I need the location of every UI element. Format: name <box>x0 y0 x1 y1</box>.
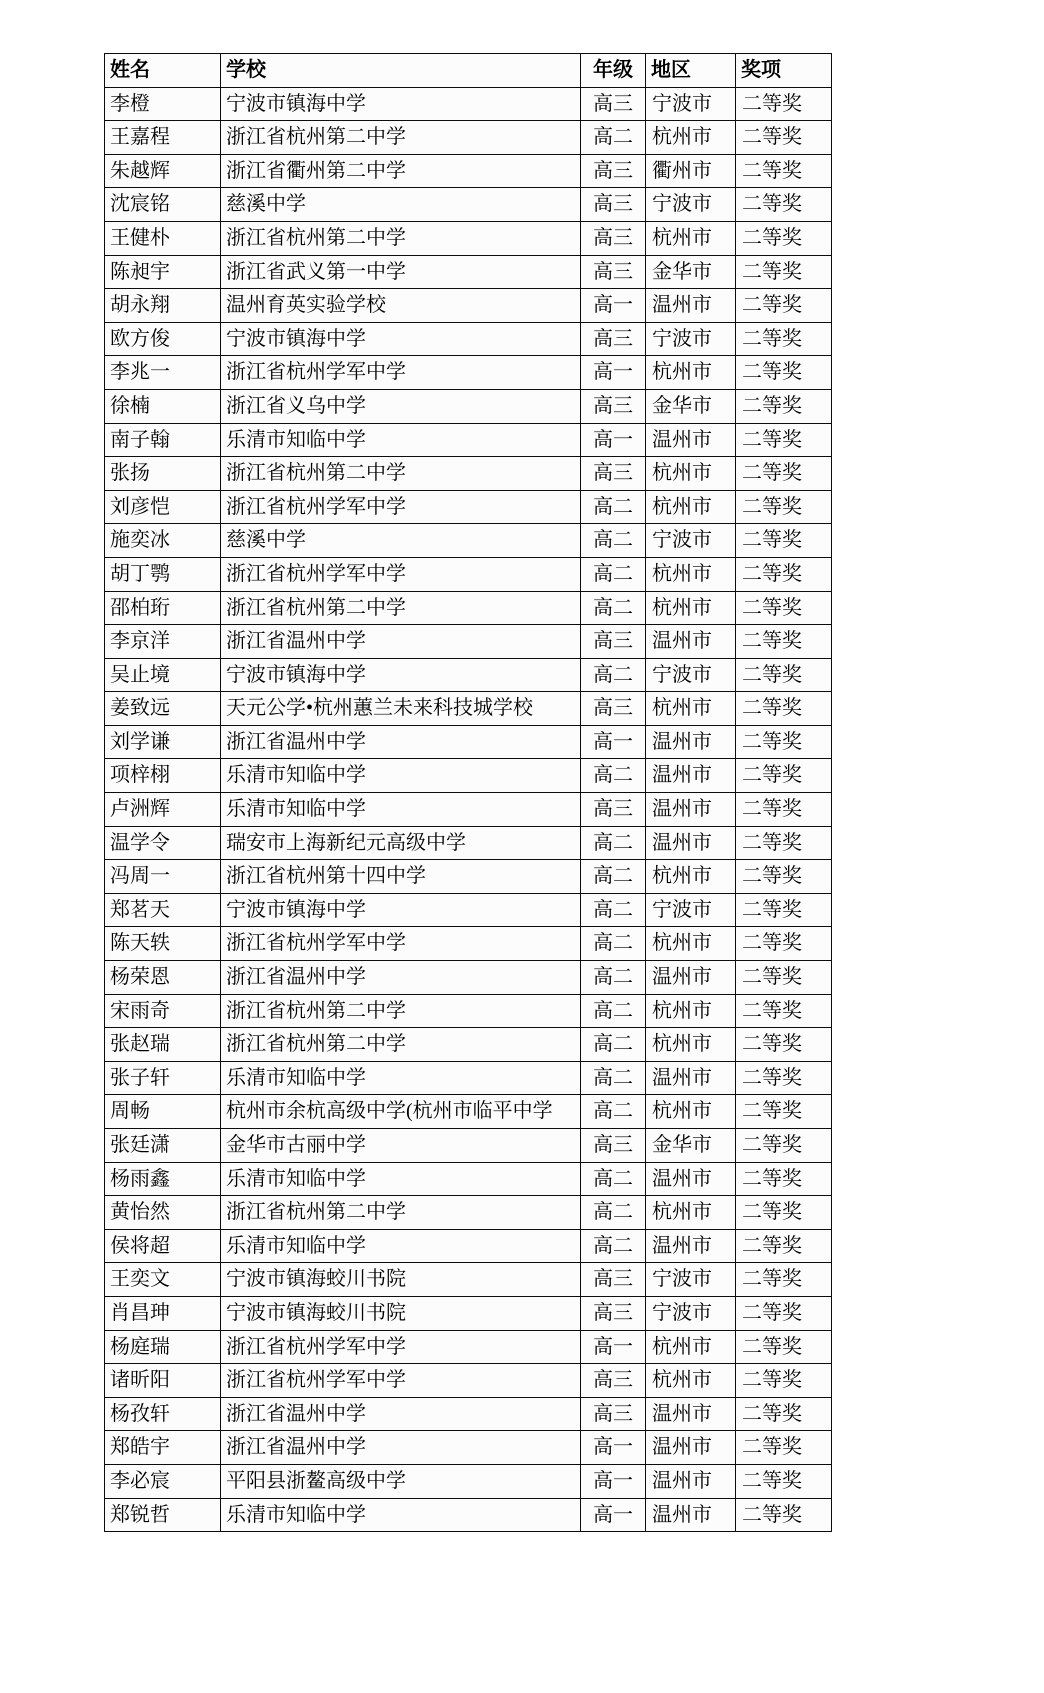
cell-name: 陈天轶 <box>105 927 221 961</box>
cell-region: 温州市 <box>646 1397 736 1431</box>
cell-school: 天元公学•杭州蕙兰未来科技城学校 <box>221 692 581 726</box>
table-row <box>105 1095 832 1129</box>
cell-grade: 高二 <box>581 927 646 961</box>
cell-region: 宁波市 <box>646 322 736 356</box>
cell-region: 杭州市 <box>646 692 736 726</box>
cell-region: 宁波市 <box>646 87 736 121</box>
cell-name: 欧方俊 <box>105 322 221 356</box>
cell-grade: 高三 <box>581 1263 646 1297</box>
table-row <box>105 289 832 323</box>
cell-region: 杭州市 <box>646 457 736 491</box>
cell-school: 浙江省杭州学军中学 <box>221 557 581 591</box>
cell-name: 侯将超 <box>105 1229 221 1263</box>
cell-name: 诸昕阳 <box>105 1364 221 1398</box>
cell-grade: 高三 <box>581 87 646 121</box>
cell-award: 二等奖 <box>736 1061 832 1095</box>
cell-award: 二等奖 <box>736 961 832 995</box>
table-row <box>105 1129 832 1163</box>
cell-grade: 高二 <box>581 759 646 793</box>
cell-grade: 高二 <box>581 658 646 692</box>
cell-region: 温州市 <box>646 1464 736 1498</box>
table-body <box>105 87 832 1532</box>
award-list-table <box>104 53 832 1532</box>
cell-grade: 高三 <box>581 221 646 255</box>
cell-school: 浙江省杭州学军中学 <box>221 927 581 961</box>
cell-name: 郑锐哲 <box>105 1498 221 1532</box>
table-row <box>105 356 832 390</box>
cell-region: 杭州市 <box>646 1028 736 1062</box>
cell-award: 二等奖 <box>736 1095 832 1129</box>
column-header-award: 奖项 <box>736 54 832 88</box>
cell-award: 二等奖 <box>736 826 832 860</box>
cell-award: 二等奖 <box>736 860 832 894</box>
table-row <box>105 1061 832 1095</box>
table-row <box>105 154 832 188</box>
cell-region: 杭州市 <box>646 121 736 155</box>
cell-grade: 高三 <box>581 1364 646 1398</box>
cell-school: 宁波市镇海中学 <box>221 893 581 927</box>
column-header-region: 地区 <box>646 54 736 88</box>
cell-school: 乐清市知临中学 <box>221 423 581 457</box>
cell-grade: 高三 <box>581 154 646 188</box>
cell-region: 宁波市 <box>646 524 736 558</box>
cell-award: 二等奖 <box>736 692 832 726</box>
cell-award: 二等奖 <box>736 893 832 927</box>
cell-school: 浙江省杭州第二中学 <box>221 221 581 255</box>
cell-award: 二等奖 <box>736 1162 832 1196</box>
cell-region: 杭州市 <box>646 860 736 894</box>
cell-school: 宁波市镇海蛟川书院 <box>221 1296 581 1330</box>
cell-name: 杨孜轩 <box>105 1397 221 1431</box>
cell-award: 二等奖 <box>736 725 832 759</box>
cell-name: 卢洲辉 <box>105 793 221 827</box>
table-row <box>105 389 832 423</box>
cell-school: 宁波市镇海中学 <box>221 87 581 121</box>
cell-grade: 高三 <box>581 1129 646 1163</box>
table-row <box>105 759 832 793</box>
table-row <box>105 87 832 121</box>
cell-school: 宁波市镇海中学 <box>221 322 581 356</box>
table-row <box>105 826 832 860</box>
cell-award: 二等奖 <box>736 289 832 323</box>
cell-region: 宁波市 <box>646 658 736 692</box>
cell-name: 郑茗天 <box>105 893 221 927</box>
cell-region: 衢州市 <box>646 154 736 188</box>
cell-school: 浙江省义乌中学 <box>221 389 581 423</box>
cell-grade: 高二 <box>581 591 646 625</box>
cell-award: 二等奖 <box>736 423 832 457</box>
cell-grade: 高二 <box>581 490 646 524</box>
cell-region: 杭州市 <box>646 1196 736 1230</box>
cell-school: 浙江省杭州第二中学 <box>221 591 581 625</box>
cell-name: 张子轩 <box>105 1061 221 1095</box>
cell-award: 二等奖 <box>736 759 832 793</box>
cell-award: 二等奖 <box>736 1330 832 1364</box>
cell-school: 浙江省温州中学 <box>221 1397 581 1431</box>
table-row <box>105 457 832 491</box>
cell-school: 乐清市知临中学 <box>221 793 581 827</box>
cell-grade: 高一 <box>581 423 646 457</box>
cell-award: 二等奖 <box>736 188 832 222</box>
cell-name: 郑皓宇 <box>105 1431 221 1465</box>
cell-grade: 高一 <box>581 1464 646 1498</box>
cell-name: 胡丁鹗 <box>105 557 221 591</box>
cell-award: 二等奖 <box>736 1431 832 1465</box>
cell-name: 徐楠 <box>105 389 221 423</box>
cell-school: 宁波市镇海中学 <box>221 658 581 692</box>
cell-region: 温州市 <box>646 423 736 457</box>
cell-grade: 高一 <box>581 725 646 759</box>
cell-school: 慈溪中学 <box>221 524 581 558</box>
cell-school: 浙江省杭州第二中学 <box>221 994 581 1028</box>
cell-award: 二等奖 <box>736 221 832 255</box>
cell-grade: 高一 <box>581 289 646 323</box>
cell-grade: 高三 <box>581 692 646 726</box>
cell-award: 二等奖 <box>736 1464 832 1498</box>
cell-grade: 高一 <box>581 1498 646 1532</box>
cell-award: 二等奖 <box>736 1229 832 1263</box>
cell-award: 二等奖 <box>736 591 832 625</box>
cell-school: 浙江省杭州学军中学 <box>221 1330 581 1364</box>
cell-school: 杭州市余杭高级中学(杭州市临平中学 <box>221 1095 581 1129</box>
table-row <box>105 725 832 759</box>
table-row <box>105 255 832 289</box>
cell-school: 浙江省杭州学军中学 <box>221 1364 581 1398</box>
cell-grade: 高三 <box>581 457 646 491</box>
cell-name: 宋雨奇 <box>105 994 221 1028</box>
cell-grade: 高三 <box>581 188 646 222</box>
cell-region: 金华市 <box>646 1129 736 1163</box>
cell-region: 杭州市 <box>646 1095 736 1129</box>
cell-award: 二等奖 <box>736 154 832 188</box>
cell-region: 金华市 <box>646 389 736 423</box>
cell-region: 温州市 <box>646 759 736 793</box>
table-row <box>105 322 832 356</box>
cell-region: 温州市 <box>646 1162 736 1196</box>
table-row <box>105 658 832 692</box>
table-row <box>105 1162 832 1196</box>
cell-region: 温州市 <box>646 1229 736 1263</box>
cell-name: 南子翰 <box>105 423 221 457</box>
cell-school: 乐清市知临中学 <box>221 1498 581 1532</box>
cell-grade: 高三 <box>581 322 646 356</box>
cell-region: 温州市 <box>646 1431 736 1465</box>
table-row <box>105 1397 832 1431</box>
cell-region: 宁波市 <box>646 1296 736 1330</box>
column-header-grade: 年级 <box>581 54 646 88</box>
cell-school: 浙江省杭州第二中学 <box>221 1028 581 1062</box>
cell-award: 二等奖 <box>736 121 832 155</box>
cell-name: 朱越辉 <box>105 154 221 188</box>
cell-school: 乐清市知临中学 <box>221 1061 581 1095</box>
column-header-name: 姓名 <box>105 54 221 88</box>
cell-award: 二等奖 <box>736 793 832 827</box>
cell-name: 邵柏珩 <box>105 591 221 625</box>
cell-name: 李橙 <box>105 87 221 121</box>
cell-grade: 高三 <box>581 793 646 827</box>
table-row <box>105 188 832 222</box>
cell-name: 李必宸 <box>105 1464 221 1498</box>
cell-school: 浙江省温州中学 <box>221 961 581 995</box>
cell-award: 二等奖 <box>736 557 832 591</box>
table-row <box>105 121 832 155</box>
cell-grade: 高二 <box>581 961 646 995</box>
cell-region: 金华市 <box>646 255 736 289</box>
cell-school: 浙江省温州中学 <box>221 725 581 759</box>
cell-region: 温州市 <box>646 725 736 759</box>
cell-award: 二等奖 <box>736 457 832 491</box>
cell-school: 浙江省衢州第二中学 <box>221 154 581 188</box>
cell-name: 杨荣恩 <box>105 961 221 995</box>
cell-grade: 高二 <box>581 121 646 155</box>
cell-region: 宁波市 <box>646 188 736 222</box>
cell-school: 浙江省杭州学军中学 <box>221 356 581 390</box>
cell-name: 冯周一 <box>105 860 221 894</box>
cell-grade: 高二 <box>581 893 646 927</box>
cell-region: 温州市 <box>646 1061 736 1095</box>
cell-region: 杭州市 <box>646 356 736 390</box>
cell-grade: 高二 <box>581 826 646 860</box>
cell-grade: 高二 <box>581 1162 646 1196</box>
cell-name: 张扬 <box>105 457 221 491</box>
cell-region: 温州市 <box>646 793 736 827</box>
cell-grade: 高一 <box>581 1431 646 1465</box>
cell-grade: 高三 <box>581 625 646 659</box>
cell-grade: 高二 <box>581 1196 646 1230</box>
cell-name: 杨雨鑫 <box>105 1162 221 1196</box>
cell-school: 瑞安市上海新纪元高级中学 <box>221 826 581 860</box>
cell-name: 张赵瑞 <box>105 1028 221 1062</box>
cell-region: 杭州市 <box>646 994 736 1028</box>
cell-school: 金华市古丽中学 <box>221 1129 581 1163</box>
cell-award: 二等奖 <box>736 322 832 356</box>
cell-school: 慈溪中学 <box>221 188 581 222</box>
cell-school: 乐清市知临中学 <box>221 759 581 793</box>
cell-name: 杨庭瑞 <box>105 1330 221 1364</box>
cell-region: 杭州市 <box>646 490 736 524</box>
cell-grade: 高二 <box>581 557 646 591</box>
cell-school: 宁波市镇海蛟川书院 <box>221 1263 581 1297</box>
cell-name: 肖昌珅 <box>105 1296 221 1330</box>
cell-region: 温州市 <box>646 961 736 995</box>
table-row <box>105 1431 832 1465</box>
table-row <box>105 1464 832 1498</box>
table-row <box>105 860 832 894</box>
cell-award: 二等奖 <box>736 389 832 423</box>
cell-region: 温州市 <box>646 289 736 323</box>
table-header <box>105 54 832 88</box>
cell-school: 浙江省杭州第二中学 <box>221 457 581 491</box>
cell-school: 平阳县浙鳌高级中学 <box>221 1464 581 1498</box>
table-row <box>105 1028 832 1062</box>
cell-grade: 高一 <box>581 1330 646 1364</box>
cell-award: 二等奖 <box>736 1263 832 1297</box>
table-row <box>105 1229 832 1263</box>
table-row <box>105 490 832 524</box>
cell-region: 杭州市 <box>646 221 736 255</box>
cell-grade: 高三 <box>581 1397 646 1431</box>
cell-name: 王嘉程 <box>105 121 221 155</box>
cell-region: 杭州市 <box>646 927 736 961</box>
cell-name: 黄怡然 <box>105 1196 221 1230</box>
cell-grade: 高一 <box>581 356 646 390</box>
table-row <box>105 893 832 927</box>
cell-name: 胡永翔 <box>105 289 221 323</box>
cell-award: 二等奖 <box>736 255 832 289</box>
cell-grade: 高二 <box>581 1061 646 1095</box>
cell-name: 沈宸铭 <box>105 188 221 222</box>
cell-school: 浙江省温州中学 <box>221 1431 581 1465</box>
table-row <box>105 1196 832 1230</box>
cell-award: 二等奖 <box>736 356 832 390</box>
cell-grade: 高三 <box>581 255 646 289</box>
cell-award: 二等奖 <box>736 927 832 961</box>
table-row <box>105 423 832 457</box>
cell-name: 施奕冰 <box>105 524 221 558</box>
cell-region: 杭州市 <box>646 1330 736 1364</box>
table-row <box>105 692 832 726</box>
cell-region: 宁波市 <box>646 1263 736 1297</box>
table-row <box>105 557 832 591</box>
cell-region: 杭州市 <box>646 1364 736 1398</box>
table-row <box>105 961 832 995</box>
cell-school: 浙江省杭州第十四中学 <box>221 860 581 894</box>
table-row <box>105 994 832 1028</box>
cell-grade: 高三 <box>581 1296 646 1330</box>
cell-name: 项梓栩 <box>105 759 221 793</box>
cell-school: 乐清市知临中学 <box>221 1229 581 1263</box>
cell-award: 二等奖 <box>736 1028 832 1062</box>
table-row <box>105 793 832 827</box>
cell-award: 二等奖 <box>736 490 832 524</box>
cell-region: 杭州市 <box>646 591 736 625</box>
cell-name: 周畅 <box>105 1095 221 1129</box>
cell-award: 二等奖 <box>736 625 832 659</box>
cell-name: 李京洋 <box>105 625 221 659</box>
cell-grade: 高二 <box>581 1229 646 1263</box>
table-row <box>105 625 832 659</box>
cell-award: 二等奖 <box>736 994 832 1028</box>
cell-school: 浙江省杭州学军中学 <box>221 490 581 524</box>
table-row <box>105 927 832 961</box>
cell-name: 刘彦恺 <box>105 490 221 524</box>
cell-name: 温学令 <box>105 826 221 860</box>
cell-grade: 高二 <box>581 524 646 558</box>
cell-award: 二等奖 <box>736 1364 832 1398</box>
cell-award: 二等奖 <box>736 1196 832 1230</box>
cell-award: 二等奖 <box>736 1397 832 1431</box>
cell-grade: 高二 <box>581 1095 646 1129</box>
cell-region: 宁波市 <box>646 893 736 927</box>
table-row <box>105 1498 832 1532</box>
column-header-school: 学校 <box>221 54 581 88</box>
cell-name: 吴止境 <box>105 658 221 692</box>
cell-school: 浙江省武义第一中学 <box>221 255 581 289</box>
cell-award: 二等奖 <box>736 524 832 558</box>
cell-school: 浙江省杭州第二中学 <box>221 121 581 155</box>
cell-name: 张廷潇 <box>105 1129 221 1163</box>
cell-award: 二等奖 <box>736 1296 832 1330</box>
cell-region: 温州市 <box>646 625 736 659</box>
cell-name: 刘学谦 <box>105 725 221 759</box>
table-row <box>105 1330 832 1364</box>
table-row <box>105 591 832 625</box>
cell-award: 二等奖 <box>736 658 832 692</box>
cell-region: 温州市 <box>646 1498 736 1532</box>
cell-name: 王健朴 <box>105 221 221 255</box>
cell-name: 王奕文 <box>105 1263 221 1297</box>
table-row <box>105 1364 832 1398</box>
cell-grade: 高二 <box>581 860 646 894</box>
cell-grade: 高二 <box>581 994 646 1028</box>
table-row <box>105 1296 832 1330</box>
cell-school: 温州育英实验学校 <box>221 289 581 323</box>
cell-school: 乐清市知临中学 <box>221 1162 581 1196</box>
table-row <box>105 221 832 255</box>
cell-region: 杭州市 <box>646 557 736 591</box>
cell-name: 李兆一 <box>105 356 221 390</box>
cell-award: 二等奖 <box>736 1498 832 1532</box>
table-row <box>105 1263 832 1297</box>
cell-name: 姜致远 <box>105 692 221 726</box>
cell-grade: 高三 <box>581 389 646 423</box>
cell-award: 二等奖 <box>736 1129 832 1163</box>
cell-region: 温州市 <box>646 826 736 860</box>
table-row <box>105 524 832 558</box>
table-header-row <box>105 54 832 88</box>
cell-school: 浙江省温州中学 <box>221 625 581 659</box>
cell-name: 陈昶宇 <box>105 255 221 289</box>
cell-school: 浙江省杭州第二中学 <box>221 1196 581 1230</box>
cell-grade: 高二 <box>581 1028 646 1062</box>
cell-award: 二等奖 <box>736 87 832 121</box>
